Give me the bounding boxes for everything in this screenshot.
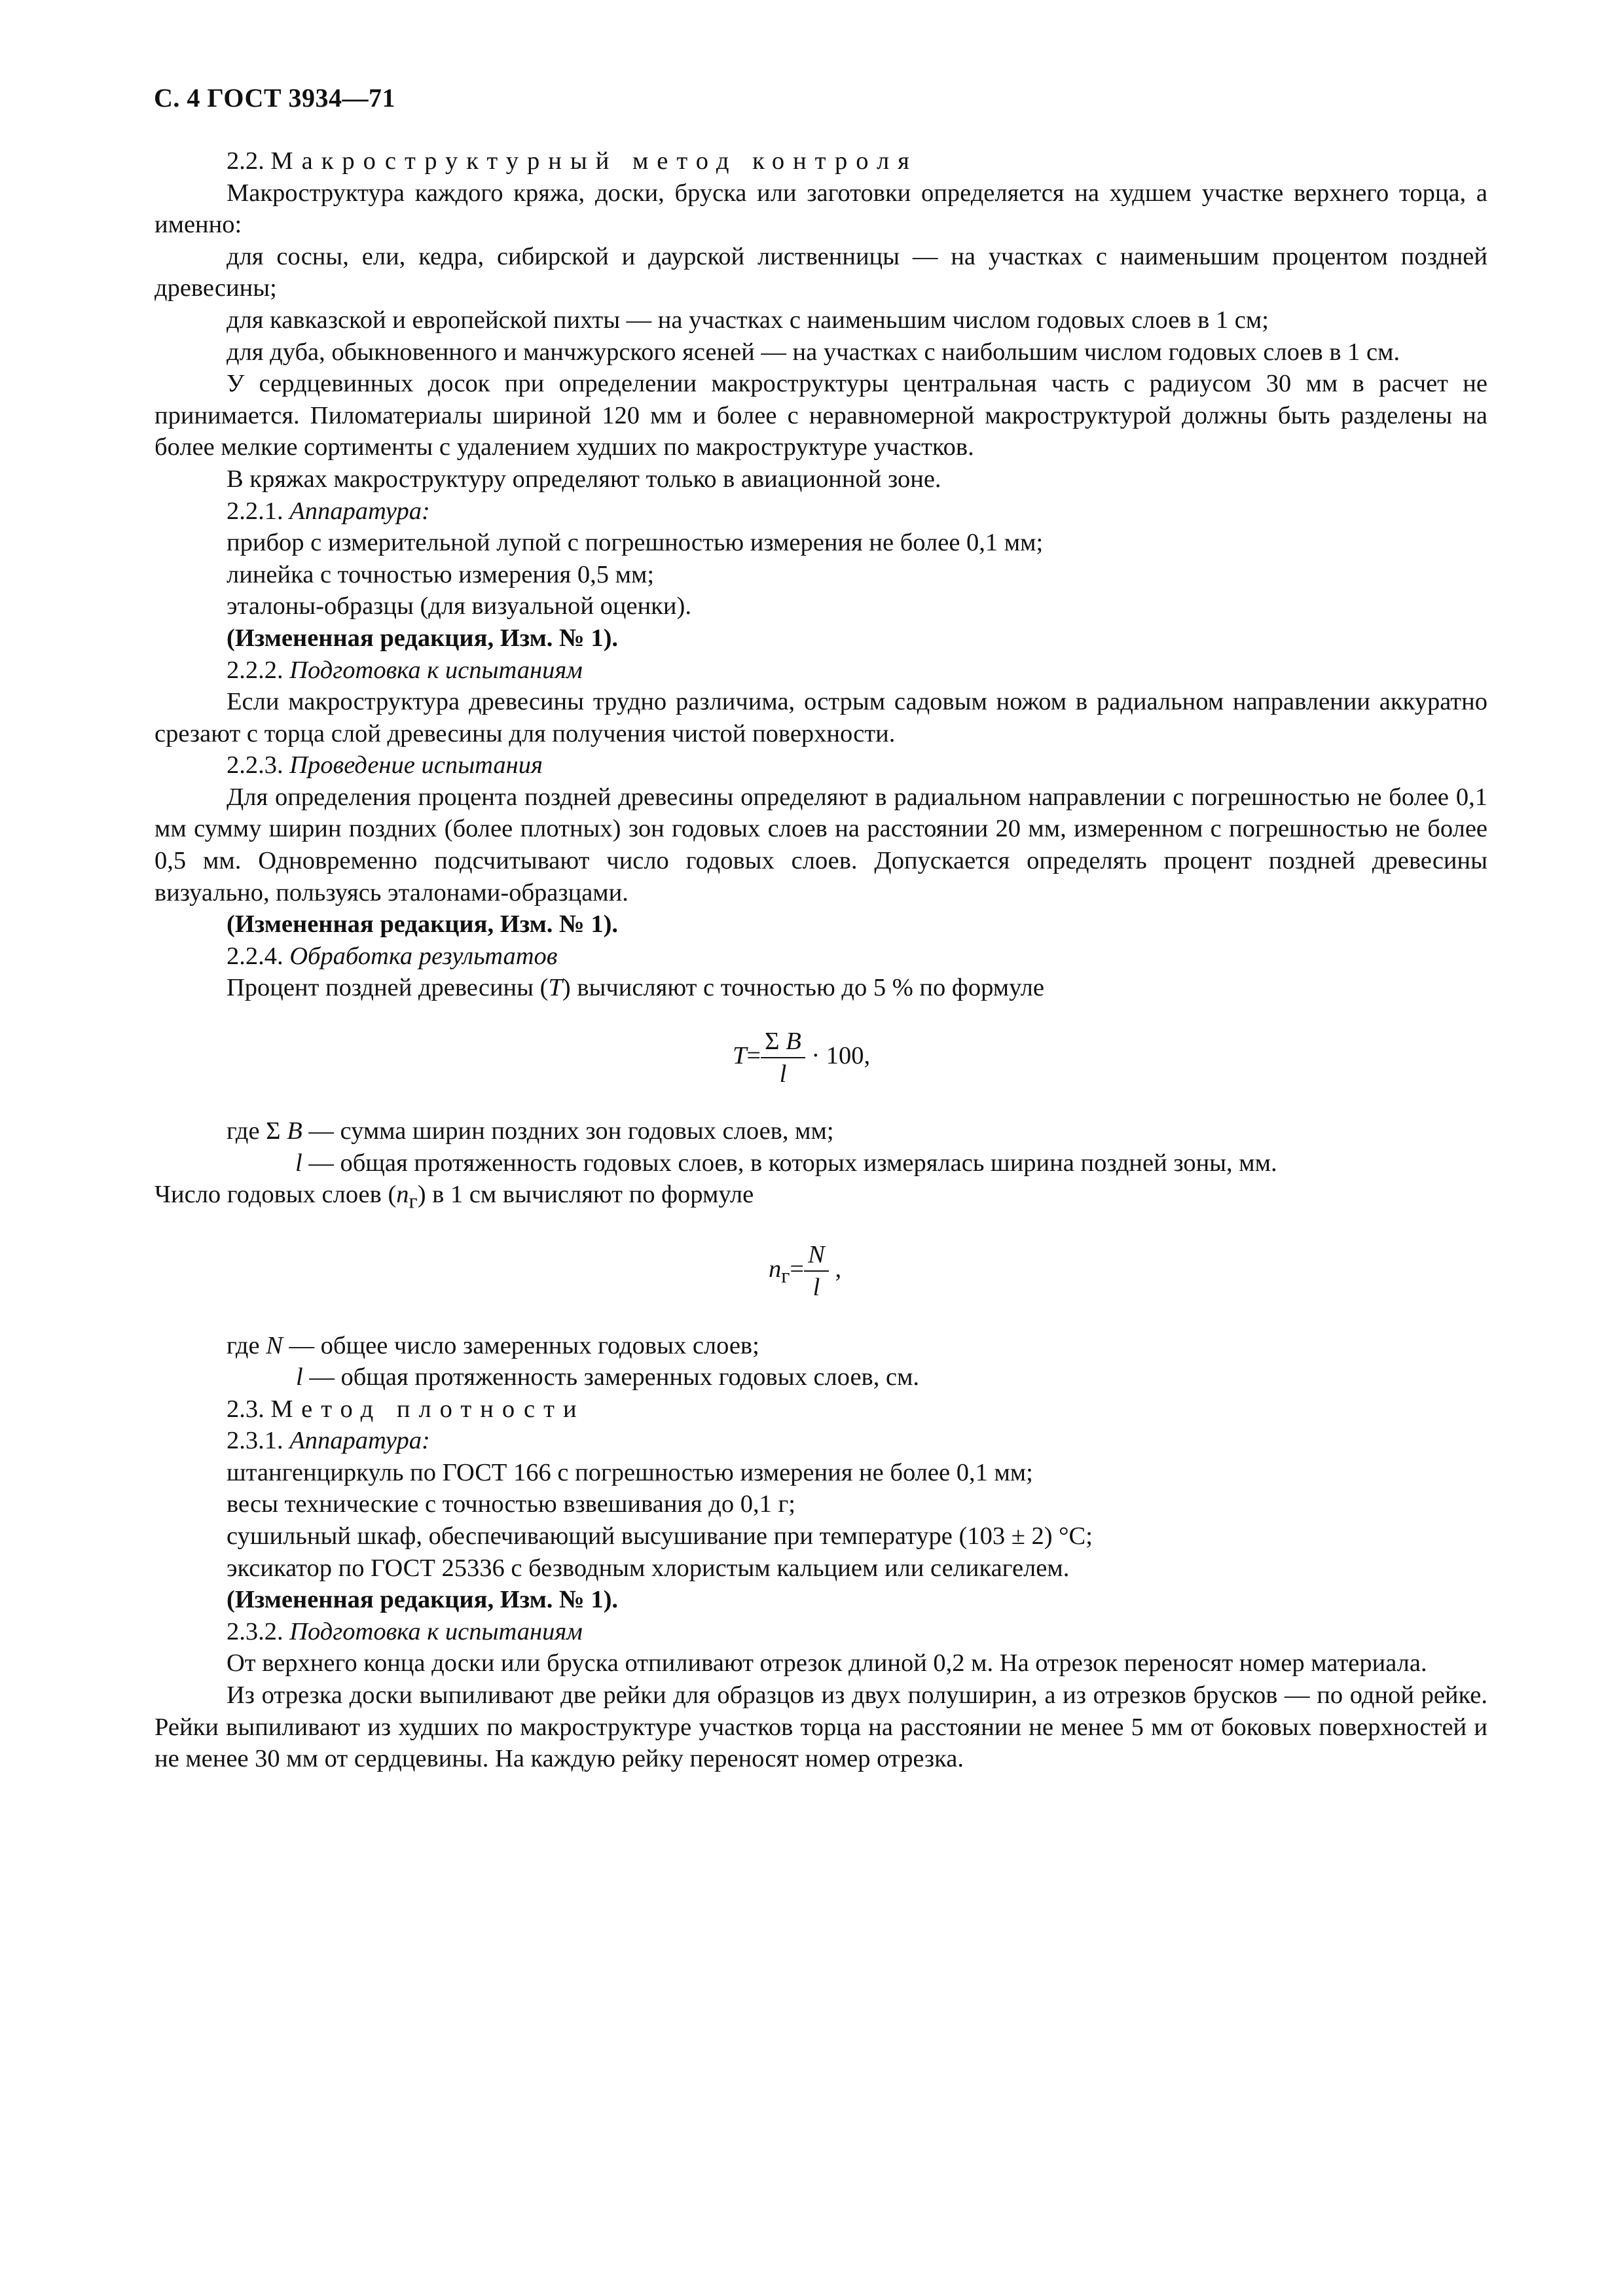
formula-equals: = [790,1255,805,1283]
paragraph: для кавказской и европейской пихты — на участках с наименьшим числом годовых слоев в 1 см; [227,306,1269,334]
list-item: прибор с измерительной лупой с погрешностью измерения не более 0,1 мм; [227,529,1044,557]
subsection-2-3-2-heading [155,1616,1487,1648]
subsection-2-2-3-heading [155,749,1487,781]
section-number: 2.3. [227,1395,264,1423]
formula-legend: l — общая протяженность годовых слоев, в которых измерялась ширина поздней зоны, мм. [295,1149,1277,1177]
section-number: 2.2.3. [227,751,283,780]
paragraph: Для определения процента поздней древесины определяют в радиальном направлении с погрешностью не более 0,1 мм сумму ширин поздних (более плотных) зон годовых слоев на расстоянии 20 мм, измеренном с погрешностью не более 0,5 мм. Одновременно подсчитывают число годовых слоев. Допускается определять процент поздней древесины визуально, пользуясь эталонами-образцами. [155,783,1487,906]
list-item: весы технические с точностью взвешивания до 0,1 г; [227,1490,795,1518]
section-title: Метод плотности [270,1395,585,1423]
variable: n [396,1181,409,1209]
paragraph: От верхнего конца доски или бруска отпиливают отрезок длиной 0,2 м. На отрезок переносят номер материала. [227,1649,1427,1677]
formula-fraction [761,1027,805,1088]
variable: T [548,974,562,1002]
subsection-2-2-4-heading [155,941,1487,973]
variable: l [296,1363,303,1391]
formula-denominator: l [812,1273,820,1301]
formula-ring-count: $n_г=$ $\frac{N}{l}$ , [769,1240,842,1301]
paragraph: Число годовых слоев $(n_г)$ в 1 см вычисляют по формуле [155,1181,754,1213]
formula-rhs: , [828,1255,842,1283]
amendment-note: (Измененная редакция, Изм. № 1). [227,910,619,939]
amendment-note: (Измененная редакция, Изм. № 1). [227,1586,619,1614]
formula-late-wood-percent [155,1004,1487,1115]
section-2-2-heading [155,145,1487,177]
section-title: Макроструктурный метод контроля [270,147,918,175]
paragraph: Из отрезка доски выпиливают две рейки для образцов из двух полуширин, а из отрезков брусков — по одной рейке. Рейки выпиливают из худших по макроструктуре участков торца на расстоянии не менее 5 мм от боковых поверхностей и не менее 30 мм от сердцевины. На каждую рейку переносят номер отрезка. [155,1681,1487,1773]
subsection-title: Проведение испытания [289,751,543,780]
variable: l [295,1149,302,1177]
document-body [155,145,1487,1775]
subsection-title: Подготовка к испытаниям [289,656,583,684]
section-number: 2.3.2. [227,1617,283,1645]
formula-legend: где N — общее число замеренных годовых слоев; [227,1331,759,1359]
paragraph: для дуба, обыкновенного и манчжурского ясеней — на участках с наибольшим числом годовых слоев в 1 см. [227,338,1400,366]
paragraph: Если макроструктура древесины трудно различима, острым садовым ножом в радиальном направлении аккуратно срезают с торца слой древесины для получения чистой поверхности. [155,688,1487,747]
amendment-note: (Измененная редакция, Изм. № 1). [227,624,619,652]
formula-numerator: Σ B [761,1027,805,1058]
formula-rhs: · 100, [805,1041,871,1069]
variable: N [266,1331,283,1359]
list-item: линейка с точностью измерения 0,5 мм; [227,560,655,588]
subsection-2-2-2-heading [155,655,1487,687]
formula-legend: l — общая протяженность замеренных годовых слоев, см. [296,1363,920,1391]
subsection-title: Аппаратура: [289,1427,430,1455]
subsection-2-3-1-heading [155,1425,1487,1457]
list-item: эксикатор по ГОСТ 25336 с безводным хлористым кальцием или селикагелем. [227,1554,1070,1582]
formula-numerator: N [804,1240,829,1272]
subsection-title: Аппаратура: [289,497,430,525]
section-2-3-heading [155,1393,1487,1426]
list-item: сушильный шкаф, обеспечивающий высушивание при температуре (103 ± 2) °С; [227,1522,1093,1551]
formula-fraction [804,1240,829,1302]
variable: B [287,1117,302,1145]
section-number: 2.3.1. [227,1427,283,1455]
paragraph: для сосны, ели, кедра, сибирской и даурской лиственницы — на участках с наименьшим процентом поздней древесины; [155,242,1487,302]
page-header: С. 4 ГОСТ 3934—71 [154,83,396,113]
subsection-2-2-1-heading [155,495,1487,528]
formula-lhs: n [769,1255,782,1283]
paragraph: Процент поздней древесины (T) вычисляют с точностью до 5 % по формуле [227,974,1044,1002]
formula-denominator: l [779,1060,787,1088]
paragraph: У сердцевинных досок при определении макроструктуры центральная часть с радиусом 30 мм в расчет не принимается. Пиломатериалы шириной 120 мм и более с неравномерной макроструктурой должны быть разделены на более мелкие сортименты с удалением худших по макроструктуре участков. [155,370,1487,461]
subsection-title: Подготовка к испытаниям [289,1617,583,1645]
section-number: 2.2.4. [227,942,283,970]
formula-legend: где Σ B — сумма ширин поздних зон годовых слоев, мм; [227,1117,834,1145]
subsection-title: Обработка результатов [289,942,558,970]
formula-lhs: T [733,1041,747,1069]
section-number: 2.2. [227,147,264,175]
list-item: эталоны-образцы (для визуальной оценки). [227,592,691,620]
list-item: штангенциркуль по ГОСТ 166 с погрешностью измерения не более 0,1 мм; [227,1458,1033,1486]
formula-equals: = [746,1041,761,1069]
paragraph: Макроструктура каждого кряжа, доски, бруска или заготовки определяется на худшем участке верхнего торца, а именно: [155,179,1487,239]
section-number: 2.2.1. [227,497,283,525]
paragraph: В кряжах макроструктуру определяют только в авиационной зоне. [227,465,941,493]
section-number: 2.2.2. [227,656,283,684]
